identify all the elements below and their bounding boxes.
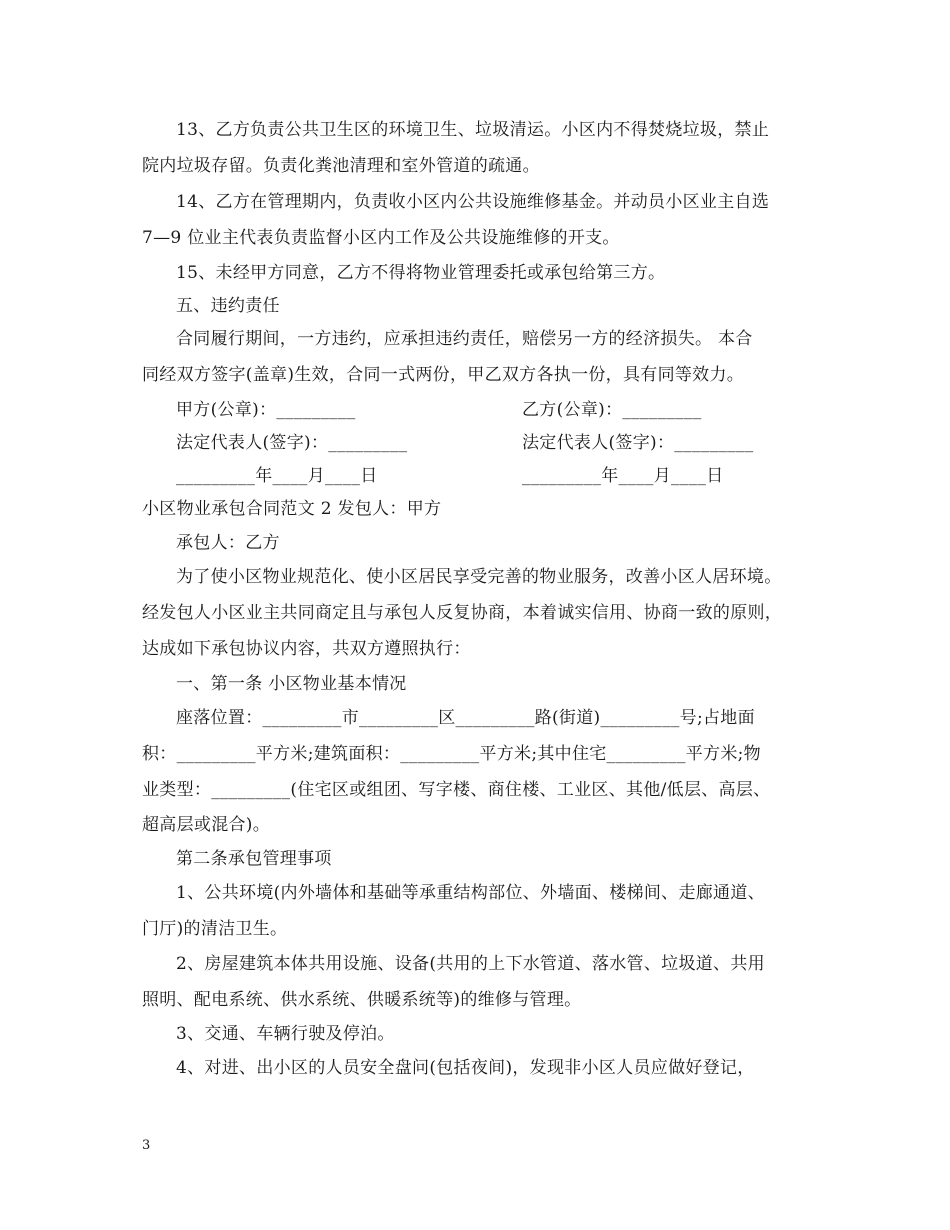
clause-13-line-1: 13、乙方负责公共卫生区的环境卫生、垃圾清运。小区内不得焚烧垃圾，禁止 <box>176 120 770 140</box>
party-a-seal-field: 甲方(公章)：_________ <box>176 400 356 420</box>
intro-line-3: 达成如下承包协议内容，共双方遵照执行： <box>142 639 471 659</box>
page-number: 3 <box>142 1138 151 1153</box>
party-b-representative-field: 法定代表人(签字)：_________ <box>522 433 754 453</box>
breach-paragraph-line-1: 合同履行期间，一方违约，应承担违约责任，赔偿另一方的经济损失。 本合 <box>176 329 753 349</box>
party-a-representative-field: 法定代表人(签字)：_________ <box>176 433 408 453</box>
party-a-date-field: _________年____月____日 <box>176 466 378 486</box>
item-2-line-1: 2、房屋建筑本体共用设施、设备(共用的上下水管道、落水管、垃圾道、共用 <box>176 954 765 974</box>
article-1-line-3: 业类型：_________(住宅区或组团、写字楼、商住楼、工业区、其他/低层、高层、 <box>142 780 771 800</box>
intro-line-1: 为了使小区物业规范化、使小区居民享受完善的物业服务，改善小区人居环境。 <box>176 567 782 587</box>
item-1-line-1: 1、公共环境(内外墙体和基础等承重结构部位、外墙面、楼梯间、走廊通道、 <box>176 883 765 903</box>
breach-paragraph-line-2: 同经双方签字(盖章)生效，合同一式两份，甲乙双方各执一份，具有同等效力。 <box>142 365 745 385</box>
clause-13-line-2: 院内垃圾存留。负责化粪池清理和室外管道的疏通。 <box>142 156 540 176</box>
item-1-line-2: 门厅)的清洁卫生。 <box>142 919 288 939</box>
article-1-heading: 一、第一条 小区物业基本情况 <box>176 674 407 694</box>
article-1-line-4: 超高层或混合)。 <box>142 815 271 835</box>
item-2-line-2: 照明、配电系统、供水系统、供暖系统等)的维修与管理。 <box>142 990 582 1010</box>
party-b-seal-field: 乙方(公章)：_________ <box>522 400 702 420</box>
clause-14-line-1: 14、乙方在管理期内，负责收小区内公共设施维修基金。并动员小区业主自选 <box>176 192 770 212</box>
article-1-line-1: 座落位置：_________市_________区_________路(街道)_________号;占地面 <box>176 708 755 728</box>
item-3: 3、交通、车辆行驶及停泊。 <box>176 1024 395 1044</box>
article-1-line-2: 积：_________平方米;建筑面积：_________平方米;其中住宅_________平方米;物 <box>142 744 761 764</box>
contractor-line: 承包人：乙方 <box>176 533 280 553</box>
party-b-date-field: _________年____月____日 <box>522 466 724 486</box>
contract-2-title-line: 小区物业承包合同范文 2 发包人：甲方 <box>142 499 442 519</box>
clause-15: 15、未经甲方同意，乙方不得将物业管理委托或承包给第三方。 <box>176 263 666 283</box>
clause-14-line-2: 7—9 位业主代表负责监督小区内工作及公共设施维修的开支。 <box>142 228 620 248</box>
section-heading-breach: 五、违约责任 <box>176 296 280 316</box>
item-4-line-1: 4、对进、出小区的人员安全盘问(包括夜间)，发现非小区人员应做好登记， <box>176 1058 755 1078</box>
article-2-heading: 第二条承包管理事项 <box>176 849 332 869</box>
intro-line-2: 经发包人小区业主共同商定且与承包人反复协商，本着诚实信用、协商一致的原则， <box>142 603 783 623</box>
